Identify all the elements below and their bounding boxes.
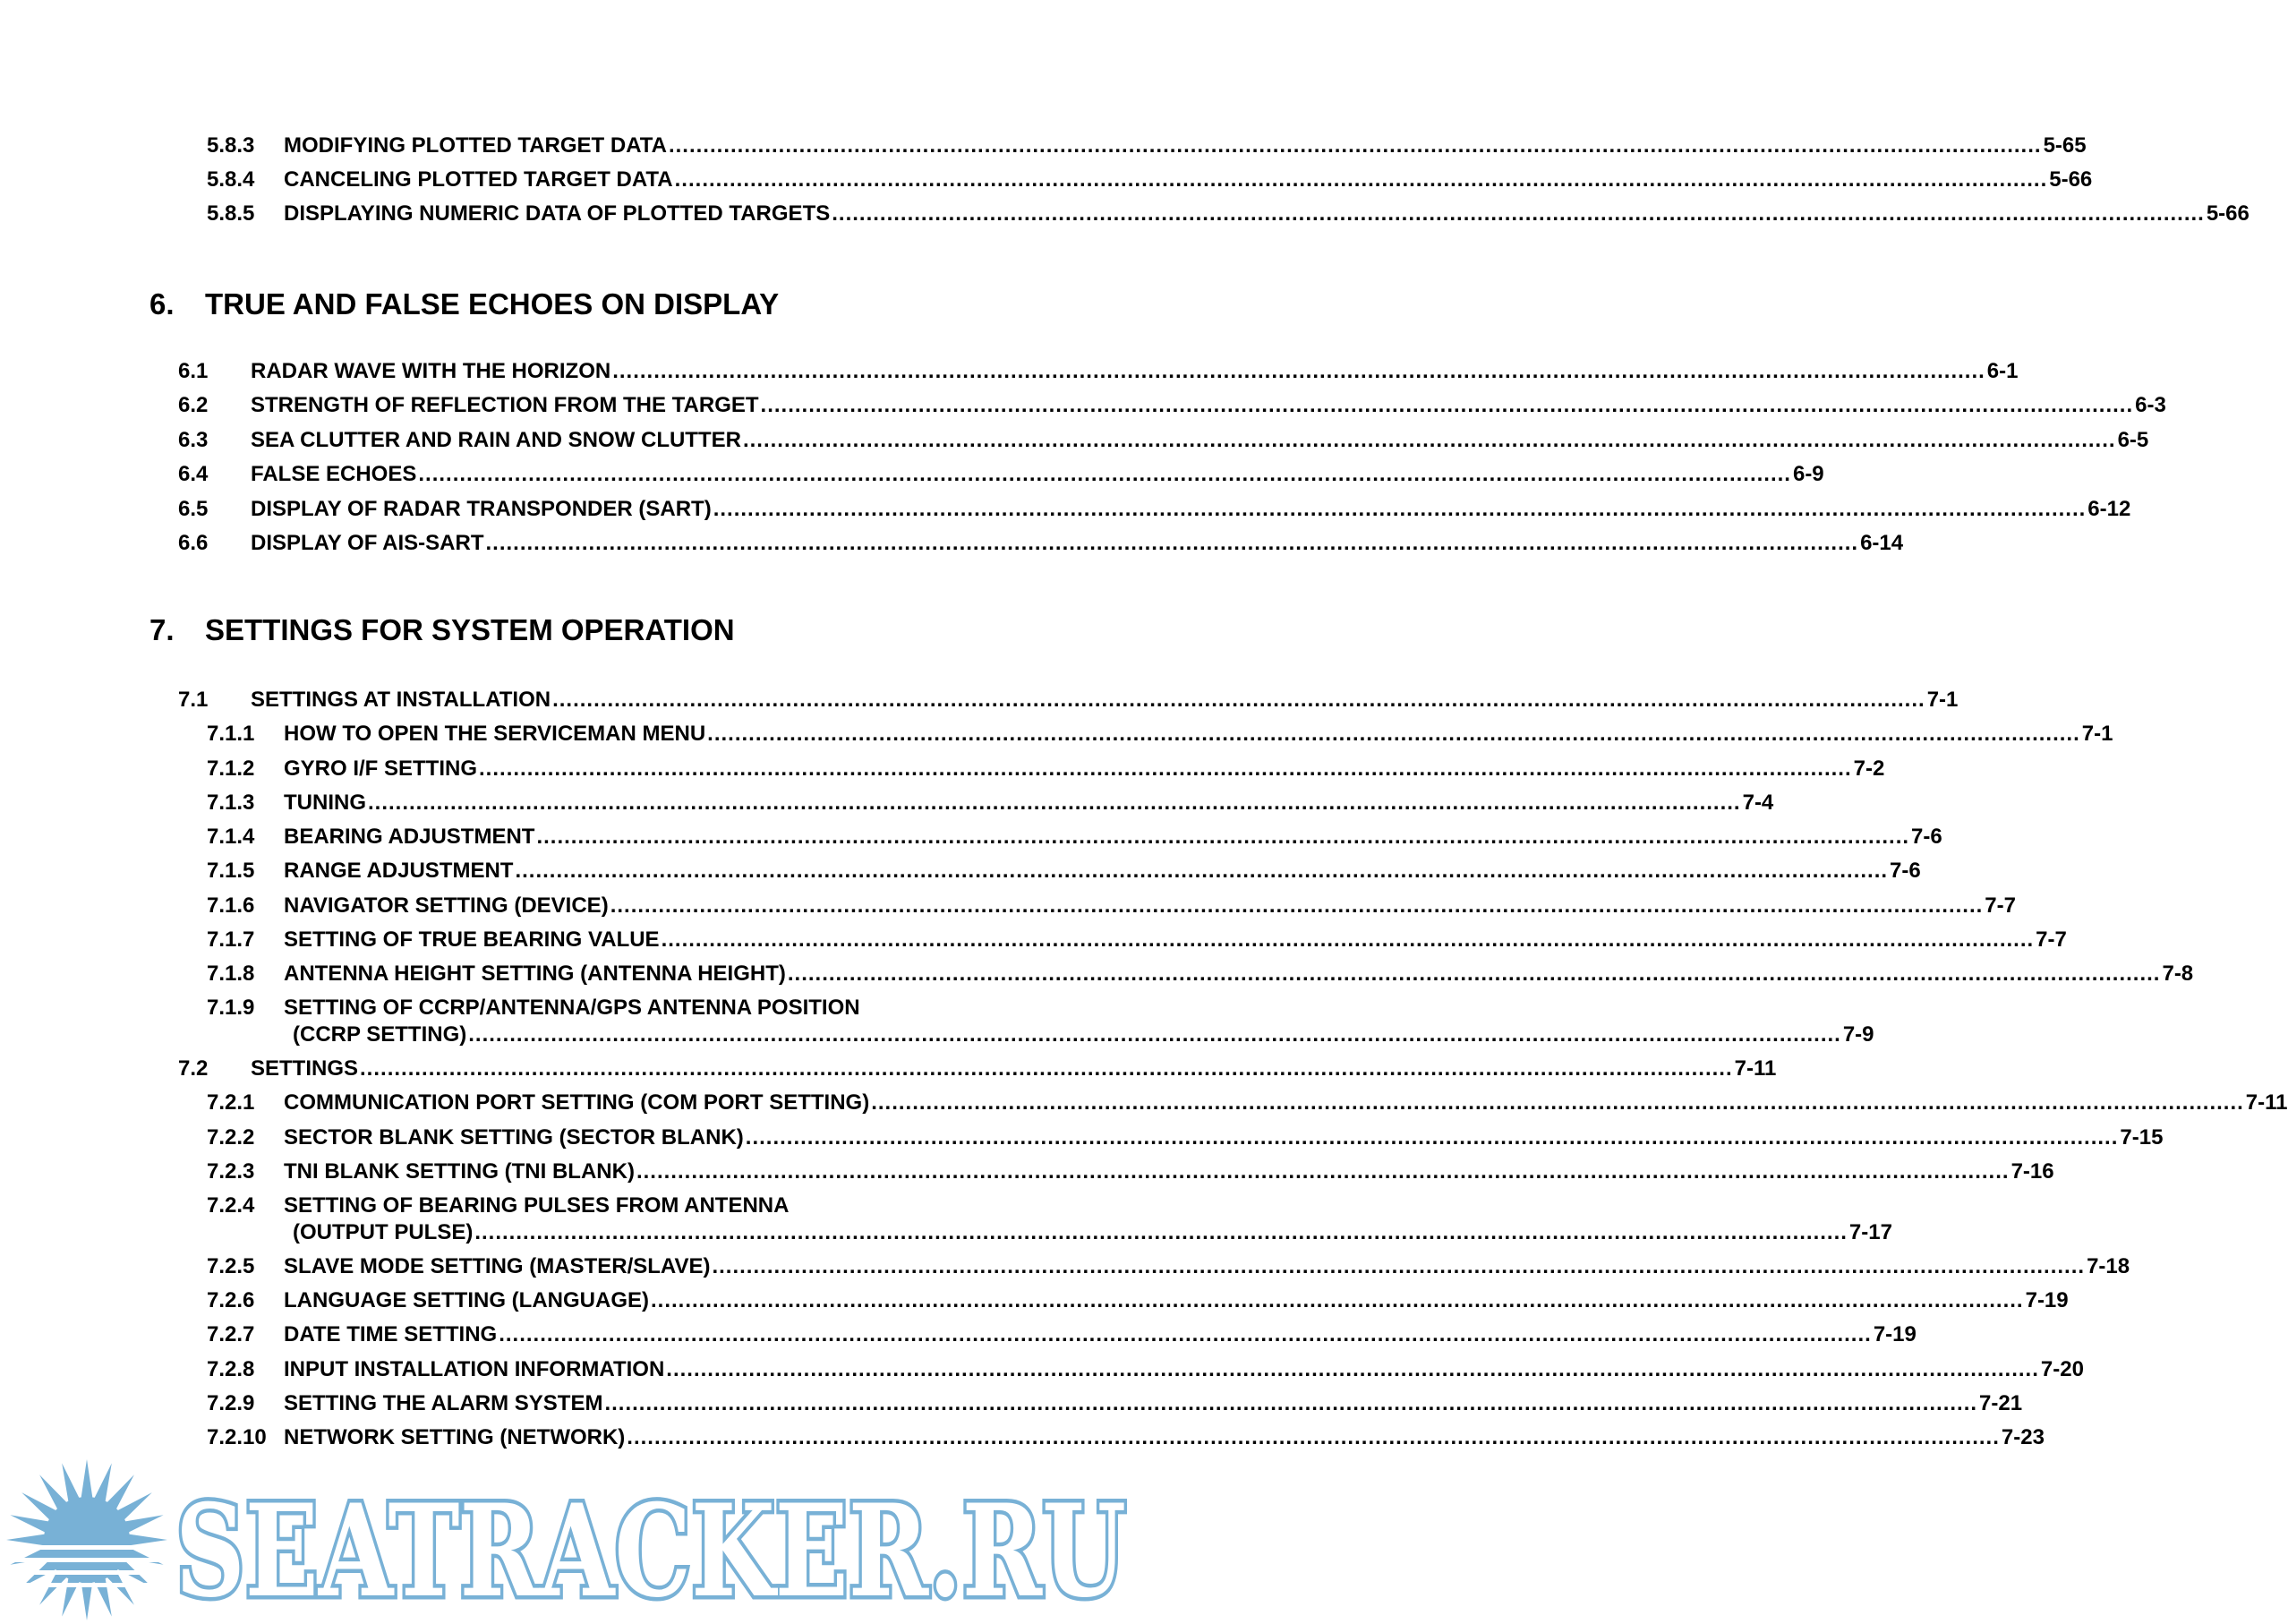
toc-entry-page: 7-20 — [2040, 1357, 2084, 1381]
leader-dots: ........................................................................................................................................................................................................ — [368, 791, 1741, 815]
toc-entry-page: 5-65 — [2043, 133, 2087, 158]
toc-entry-page: 7-9 — [1842, 1022, 1874, 1047]
leader-dots: ........................................................................................................................................................................................................ — [832, 201, 2205, 226]
toc-entry-number: 7.1 — [178, 688, 209, 712]
toc-entry-page: 7-15 — [2120, 1125, 2164, 1150]
toc-entry-number: 7.1.3 — [207, 791, 255, 815]
toc-entry-number: 7.2.2 — [207, 1125, 255, 1150]
toc-entry-page: 7-18 — [2087, 1254, 2130, 1278]
leader-dots: ........................................................................................................................................................................................................ — [674, 167, 2048, 192]
toc-entry-number: 7.1.6 — [207, 893, 255, 918]
toc-entry-number: 7.1.1 — [207, 722, 255, 746]
toc-entry-number: 7.2.10 — [207, 1425, 267, 1449]
toc-entry-title: SETTING OF BEARING PULSES FROM ANTENNA — [284, 1193, 790, 1218]
section-title: SETTINGS FOR SYSTEM OPERATION — [205, 613, 735, 646]
leader-dots: ........................................................................................................................................................................................................ — [418, 462, 1791, 486]
toc-entry-page: 6-5 — [2117, 428, 2149, 452]
toc-entry-page: 7-6 — [1911, 825, 1942, 849]
toc-entry-page: 7-6 — [1890, 859, 1921, 883]
toc-entry-page: 7-21 — [1979, 1391, 2023, 1415]
toc-entry-title: GYRO I/F SETTING — [284, 756, 478, 781]
toc-entry-title: DATE TIME SETTING — [284, 1322, 498, 1346]
watermark-text: SEATRACKER.RU — [175, 1477, 1126, 1624]
toc-entry-number: 7.2.3 — [207, 1159, 255, 1184]
horizon-stripe — [2, 1558, 172, 1562]
toc-entry-title: RADAR WAVE WITH THE HORIZON — [251, 359, 611, 383]
toc-entry-number: 7.2.4 — [207, 1193, 255, 1218]
toc-entry-page: 7-11 — [2245, 1090, 2288, 1115]
toc-entry-title: SECTOR BLANK SETTING (SECTOR BLANK) — [284, 1125, 744, 1150]
toc-entry-title: CANCELING PLOTTED TARGET DATA — [284, 167, 673, 192]
toc-entry-title: HOW TO OPEN THE SERVICEMAN MENU — [284, 722, 706, 746]
toc-entry-number: 6.1 — [178, 359, 209, 383]
toc-entry-number: 7.2.6 — [207, 1288, 255, 1312]
toc-entry-title: COMMUNICATION PORT SETTING (COM PORT SETTING) — [284, 1090, 870, 1115]
leader-dots: ........................................................................................................................................................................................................ — [636, 1159, 2010, 1184]
toc-entry-title: STRENGTH OF REFLECTION FROM THE TARGET — [251, 393, 759, 417]
toc-entry-title: INPUT INSTALLATION INFORMATION — [284, 1357, 665, 1381]
horizon-stripe — [2, 1583, 172, 1587]
leader-dots: ........................................................................................................................................................................................................ — [666, 1357, 2039, 1381]
toc-entry-page: 7-1 — [2081, 722, 2113, 746]
leader-dots: ........................................................................................................................................................................................................ — [745, 1125, 2119, 1150]
toc-entry-title: SETTINGS — [251, 1056, 359, 1081]
toc-entry-title: DISPLAY OF AIS-SART — [251, 531, 484, 555]
leader-dots: ........................................................................................................................................................................................................ — [536, 825, 1910, 849]
toc-entry-title-cont: (CCRP SETTING) — [293, 1022, 467, 1047]
toc-entry-page: 7-2 — [1853, 756, 1885, 781]
toc-entry-number: 7.1.5 — [207, 859, 255, 883]
horizon-stripe — [2, 1545, 172, 1550]
toc-entry-title: RANGE ADJUSTMENT — [284, 859, 514, 883]
toc-entry-title: SETTING OF TRUE BEARING VALUE — [284, 927, 660, 952]
leader-dots: ........................................................................................................................................................................................................ — [760, 393, 2134, 417]
toc-entry-number: 7.1.7 — [207, 927, 255, 952]
toc-entry-title: FALSE ECHOES — [251, 462, 417, 486]
section-heading — [149, 286, 779, 322]
toc-entry-page: 7-17 — [1848, 1220, 1892, 1244]
toc-entry-title: MODIFYING PLOTTED TARGET DATA — [284, 133, 667, 158]
toc-entry-number: 6.2 — [178, 393, 209, 417]
leader-dots: ........................................................................................................................................................................................................ — [712, 1254, 2086, 1278]
toc-entry-title: DISPLAYING NUMERIC DATA OF PLOTTED TARGETS — [284, 201, 831, 226]
toc-entry-title: LANGUAGE SETTING (LANGUAGE) — [284, 1288, 649, 1312]
toc-entry-title: DISPLAY OF RADAR TRANSPONDER (SART) — [251, 497, 712, 521]
toc-entry-page: 7-7 — [2036, 927, 2067, 952]
toc-entry-page: 7-11 — [1734, 1056, 1777, 1081]
leader-dots: ........................................................................................................................................................................................................ — [661, 927, 2035, 952]
toc-entry-number: 5.8.5 — [207, 201, 255, 226]
toc-entry-title: NAVIGATOR SETTING (DEVICE) — [284, 893, 609, 918]
leader-dots: ........................................................................................................................................................................................................ — [627, 1425, 2000, 1449]
toc-entry-title: TNI BLANK SETTING (TNI BLANK) — [284, 1159, 635, 1184]
leader-dots: ........................................................................................................................................................................................................ — [713, 497, 2087, 521]
watermark-graphic — [0, 1450, 1144, 1624]
section-number: 6. — [149, 287, 175, 321]
toc-entry-number: 6.3 — [178, 428, 209, 452]
leader-dots: ........................................................................................................................................................................................................ — [787, 962, 2161, 986]
toc-entry-number: 5.8.3 — [207, 133, 255, 158]
toc-entry-number: 7.2.8 — [207, 1357, 255, 1381]
leader-dots: ........................................................................................................................................................................................................ — [515, 859, 1889, 883]
toc-entry-page: 7-23 — [2001, 1425, 2045, 1449]
toc-entry-page: 6-3 — [2135, 393, 2166, 417]
toc-entry-number: 7.2.9 — [207, 1391, 255, 1415]
toc-entry-page: 6-14 — [1860, 531, 1904, 555]
toc-entry-page: 6-12 — [2087, 497, 2131, 521]
toc-entry-page: 7-19 — [1873, 1322, 1917, 1346]
leader-dots: ........................................................................................................................................................................................................ — [552, 688, 1925, 712]
horizon-stripe — [2, 1570, 172, 1575]
leader-dots: ........................................................................................................................................................................................................ — [612, 359, 1985, 383]
toc-entry-number: 6.4 — [178, 462, 209, 486]
toc-entry-number: 7.1.9 — [207, 996, 255, 1020]
sun-burst-icon — [2, 1459, 172, 1620]
toc-entry-number: 6.6 — [178, 531, 209, 555]
toc-entry-number: 7.2.5 — [207, 1254, 255, 1278]
leader-dots: ........................................................................................................................................................................................................ — [651, 1288, 2024, 1312]
leader-dots: ........................................................................................................................................................................................................ — [707, 722, 2080, 746]
section-heading — [149, 612, 735, 648]
leader-dots: ........................................................................................................................................................................................................ — [604, 1391, 1978, 1415]
toc-entry-page: 7-8 — [2162, 962, 2194, 986]
toc-entry-number: 7.1.4 — [207, 825, 255, 849]
toc-entry-title-cont: (OUTPUT PULSE) — [293, 1220, 474, 1244]
toc-entry-page: 5-66 — [2206, 201, 2250, 226]
section-title: TRUE AND FALSE ECHOES ON DISPLAY — [205, 287, 780, 321]
toc-entry-first-line — [207, 1192, 790, 1219]
toc-entry-number: 6.5 — [178, 497, 209, 521]
leader-dots: ........................................................................................................................................................................................................ — [485, 531, 1859, 555]
toc-entry-number: 5.8.4 — [207, 167, 255, 192]
toc-entry-number: 7.1.2 — [207, 756, 255, 781]
leader-dots: ........................................................................................................................................................................................................ — [610, 893, 1984, 918]
toc-entry-number: 7.1.8 — [207, 962, 255, 986]
toc-entry-title: ANTENNA HEIGHT SETTING (ANTENNA HEIGHT) — [284, 962, 786, 986]
toc-entry-number: 7.2.7 — [207, 1322, 255, 1346]
leader-dots: ........................................................................................................................................................................................................ — [468, 1022, 1841, 1047]
toc-entry-title: SLAVE MODE SETTING (MASTER/SLAVE) — [284, 1254, 711, 1278]
toc-entry-title: NETWORK SETTING (NETWORK) — [284, 1425, 626, 1449]
leader-dots: ........................................................................................................................................................................................................ — [742, 428, 2116, 452]
toc-entry-number: 7.2 — [178, 1056, 209, 1081]
leader-dots: ........................................................................................................................................................................................................ — [479, 756, 1852, 781]
leader-dots: ........................................................................................................................................................................................................ — [474, 1220, 1848, 1244]
toc-entry-number: 7.2.1 — [207, 1090, 255, 1115]
leader-dots: ........................................................................................................................................................................................................ — [668, 133, 2042, 158]
toc-entry-page: 6-9 — [1792, 462, 1824, 486]
toc-entry-page: 6-1 — [1986, 359, 2019, 383]
leader-dots: ........................................................................................................................................................................................................ — [871, 1090, 2244, 1115]
toc-entry-page: 5-66 — [2049, 167, 2093, 192]
sun-disc — [44, 1497, 130, 1583]
toc-entry-title: SETTING OF CCRP/ANTENNA/GPS ANTENNA POSITION — [284, 996, 860, 1020]
toc-entry-title: SEA CLUTTER AND RAIN AND SNOW CLUTTER — [251, 428, 741, 452]
toc-entry-page: 7-16 — [2011, 1159, 2054, 1184]
toc-entry-page: 7-7 — [1985, 893, 2016, 918]
section-number: 7. — [149, 613, 175, 646]
watermark-banner — [0, 1450, 1144, 1624]
toc-entry-title: TUNING — [284, 791, 366, 815]
leader-dots: ........................................................................................................................................................................................................ — [499, 1322, 1872, 1346]
toc-entry-first-line — [207, 995, 860, 1021]
leader-dots: ........................................................................................................................................................................................................ — [360, 1056, 1733, 1081]
toc-entry-title: BEARING ADJUSTMENT — [284, 825, 535, 849]
toc-entry-title: SETTING THE ALARM SYSTEM — [284, 1391, 603, 1415]
toc-entry-page: 7-1 — [1926, 688, 1959, 712]
toc-entry-title: SETTINGS AT INSTALLATION — [251, 688, 551, 712]
toc-entry-page: 7-19 — [2025, 1288, 2069, 1312]
toc-entry-page: 7-4 — [1742, 791, 1774, 815]
